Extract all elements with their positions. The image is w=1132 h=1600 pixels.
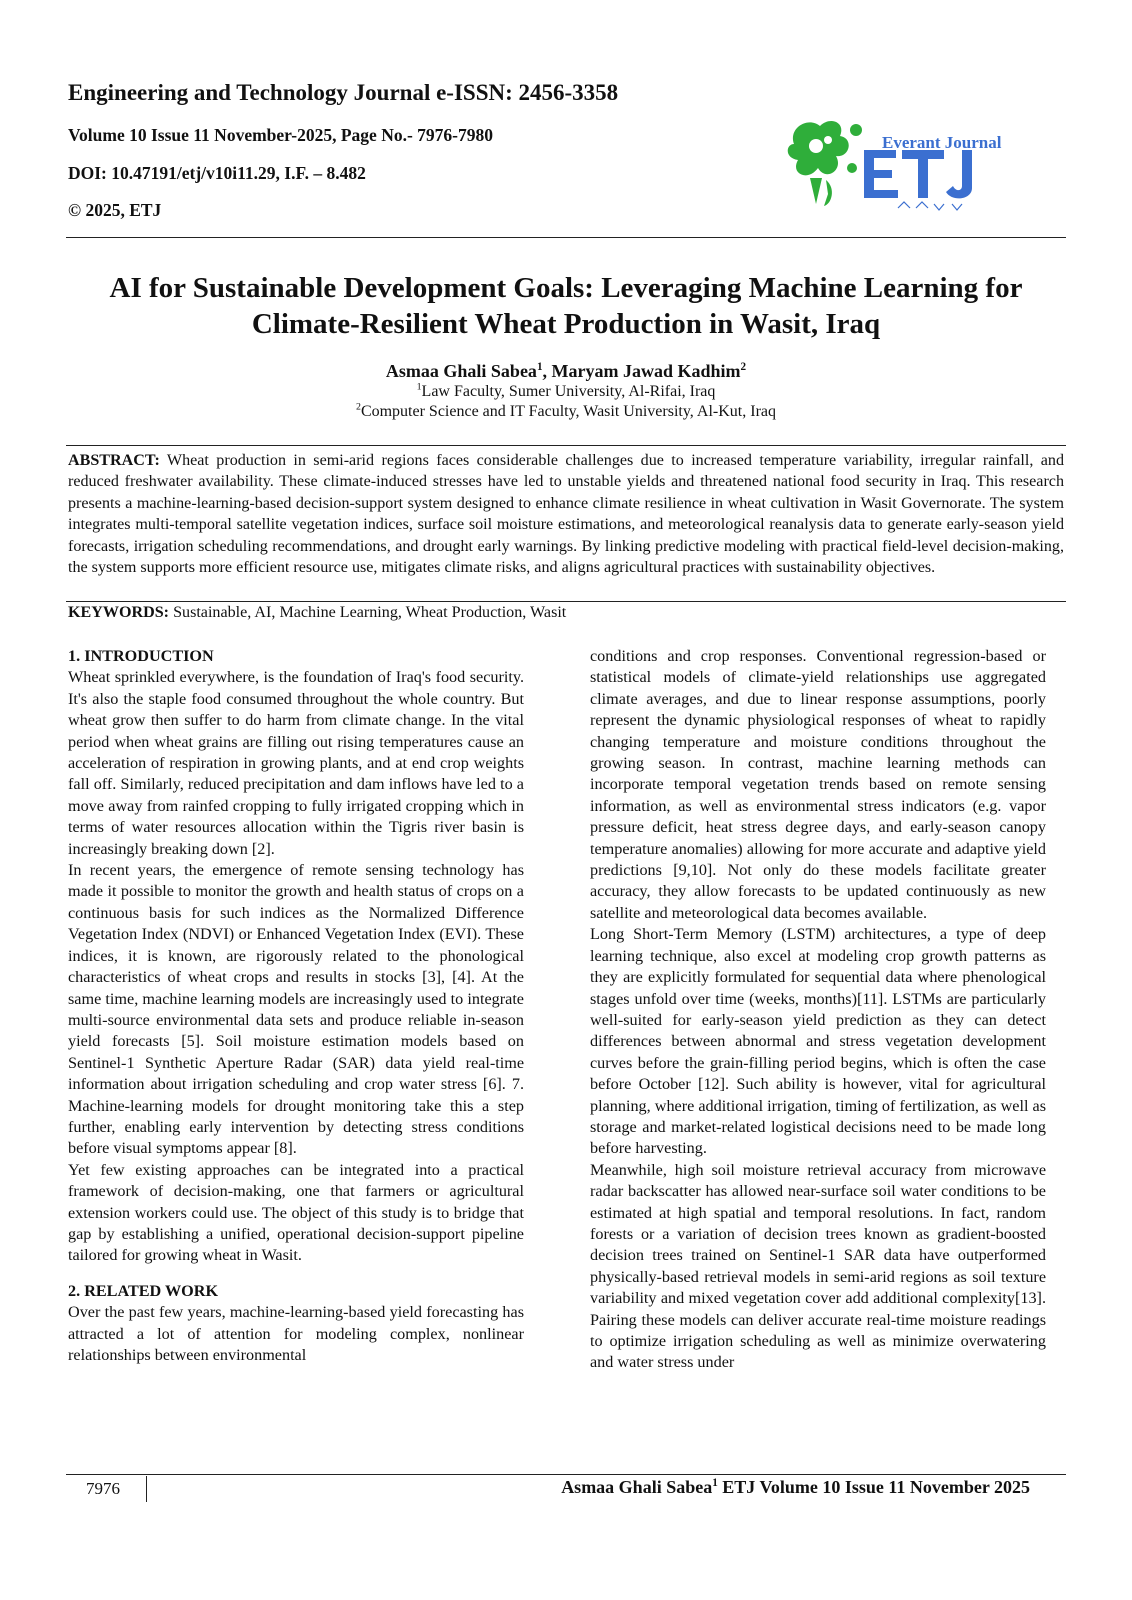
abstract-label: ABSTRACT: <box>68 452 160 469</box>
author-name: Asmaa Ghali Sabea <box>385 361 537 381</box>
page-number: 7976 <box>86 1479 120 1498</box>
author-separator: , <box>542 361 552 381</box>
section-heading-introduction: 1. INTRODUCTION <box>68 647 214 665</box>
paragraph: Yet few existing approaches can be integrated into a practical framework of decision-making, one that farmers or agricultural extension workers could use. The object of this study is to bridge that gap by establishing a unified, operational decision-support pipeline tailored for growing wheat in Wasit. <box>68 1160 524 1265</box>
abstract-text: Wheat production in semi-arid regions faces considerable challenges due to increased temperature variability, irregular rainfall, and reduced freshwater availability. These climate-induced stresses have led to unstable yields and threatened national food security in Iraq. This research presents a machine-learning-based decision-support system designed to enhance climate resilience in wheat cultivation in Wasit Governorate. The system integrates multi-temporal satellite vegetation indices, surface soil moisture estimations, and meteorological reanalysis data to generate early-season yield forecasts, irrigation scheduling recommendations, and drought early warnings. By linking predictive modeling with practical field-level decision-making, the system supports more efficient resource use, mitigates climate risks, and aligns agricultural practices with sustainability objectives. <box>68 452 1064 577</box>
affil-text: Law Faculty, Sumer University, Al-Rifai, Iraq <box>421 383 716 400</box>
left-column <box>68 646 524 1366</box>
author-name: Maryam Jawad Kadhim <box>551 361 741 381</box>
keywords-text: Sustainable, AI, Machine Learning, Wheat Production, Wasit <box>169 604 567 621</box>
running-footer <box>561 1477 1030 1498</box>
affil-mark: 2 <box>355 401 361 413</box>
footer-author: Asmaa Ghali Sabea <box>561 1477 713 1497</box>
paper-title: AI for Sustainable Development Goals: Leveraging Machine Learning for Climate-Resilient Wheat Production in Wasit, Iraq <box>109 272 1023 340</box>
journal-name: Engineering and Technology Journal e-ISSN: 2456-3358 <box>68 80 619 105</box>
volume-info: Volume 10 Issue 11 November-2025, Page No.- 7976-7980 <box>68 125 493 145</box>
paragraph: Over the past few years, machine-learning-based yield forecasting has attracted a lot of attention for modeling complex, nonlinear relationships between environmental <box>68 1303 524 1364</box>
author-affil-mark: 2 <box>740 361 747 373</box>
footer-journal: ETJ Volume 10 Issue 11 November 2025 <box>717 1477 1030 1497</box>
author-affil-mark: 1 <box>536 361 543 373</box>
right-column <box>590 646 1046 1374</box>
abstract <box>68 450 1064 578</box>
paragraph: conditions and crop responses. Conventional regression-based or statistical models of climate-yield relationships use aggregated climate averages, and due to linear response assumptions, poorly represent the dynamic physiological responses of wheat to rapidly changing temperature and moisture conditions throughout the growing season. In contrast, machine learning methods can incorporate temporal vegetation trends based on remote sensing information, as well as environmental stress indicators (e.g. vapor pressure deficit, heat stress degree days, and early-season canopy temperature anomalies) allowing for more accurate and adaptive yield predictions [9,10]. Not only do these models facilitate greater accuracy, they allow forecasts to be updated continuously as new satellite and meteorological data becomes available. <box>590 647 1046 922</box>
footer-rule <box>66 1474 1066 1475</box>
keywords-label: KEYWORDS: <box>68 604 170 621</box>
affiliation-2 <box>0 403 1132 421</box>
footer-author-mark: 1 <box>712 1477 718 1489</box>
affil-mark: 1 <box>416 381 422 393</box>
paragraph: Long Short-Term Memory (LSTM) architectures, a type of deep learning technique, also excel at modeling crop growth patterns as they are explicitly formulated for sequential data where phenological stages unfold over time (weeks, months)[11]. LSTMs are particularly well-suited for early-season yield prediction as they can detect differences between abnormal and stress vegetation development curves before the grain-filling period begins, which is often the case before October [12]. Such ability is however, vital for agricultural planning, where additional irrigation, timing of fertilization, as well as storage and market-related logistical decisions need to be made long before harvesting. <box>590 925 1046 1158</box>
keywords <box>68 604 1064 622</box>
logo-text-top: Everant Journal <box>882 133 1002 152</box>
header-rule <box>66 237 1066 238</box>
affil-text: Computer Science and IT Faculty, Wasit University, Al-Kut, Iraq <box>360 403 777 420</box>
section-heading-related-work: 2. RELATED WORK <box>68 1281 219 1300</box>
abstract-bottom-rule <box>66 601 1066 602</box>
doi-info: DOI: 10.47191/etj/v10i11.29, I.F. – 8.482 <box>68 163 366 183</box>
footer-divider <box>146 1476 147 1502</box>
copyright: © 2025, ETJ <box>68 200 162 220</box>
abstract-top-rule <box>66 445 1066 446</box>
paragraph: Meanwhile, high soil moisture retrieval accuracy from microwave radar backscatter has allowed near-surface soil water conditions to be estimated at high spatial and temporal resolutions. In fact, random forests or a variation of decision trees known as gradient-boosted decision trees trained on Sentinel-1 SAR data have outperformed physically-based retrieval models in semi-arid regions as soil texture variability and mixed vegetation cover add additional complexity[13]. Pairing these models can deliver accurate real-time moisture readings to optimize irrigation scheduling as well as minimize overwatering and water stress under <box>590 1160 1046 1372</box>
paragraph: Wheat sprinkled everywhere, is the foundation of Iraq's food security. It's also the staple food consumed throughout the whole country. But wheat grow then suffer to do harm from climate change. In the vital period when wheat grains are filling out rising temperatures cause an acceleration of respiration in growing plants, and at end crop weights fall off. Similarly, reduced precipitation and dam inflows have led to a move away from rainfed cropping to fully irrigated cropping which in terms of water resources allocation within the Tigris river basin is increasingly breaking down [2]. <box>68 668 524 858</box>
author-list <box>0 361 1132 382</box>
affiliation-1 <box>0 383 1132 401</box>
etj-logo <box>786 108 1016 220</box>
paragraph: In recent years, the emergence of remote sensing technology has made it possible to monitor the growth and health status of crops on a continuous basis for such indices as the Normalized Difference Vegetation Index (NDVI) or Enhanced Vegetation Index (EVI). These indices, it is known, are rigorously related to the phonological characteristics of wheat crops and results in stocks [3], [4]. At the same time, machine learning models are increasingly used to integrate multi-source environmental data sets and produce reliable in-season yield forecasts [5]. Soil moisture estimation models based on Sentinel-1 Synthetic Aperture Radar (SAR) data yield real-time information about irrigation scheduling and crop water stress [6]. 7. Machine-learning models for drought monitoring take this a step further, enabling early intervention by detecting stress conditions before visual symptoms appear [8]. <box>68 861 524 1158</box>
